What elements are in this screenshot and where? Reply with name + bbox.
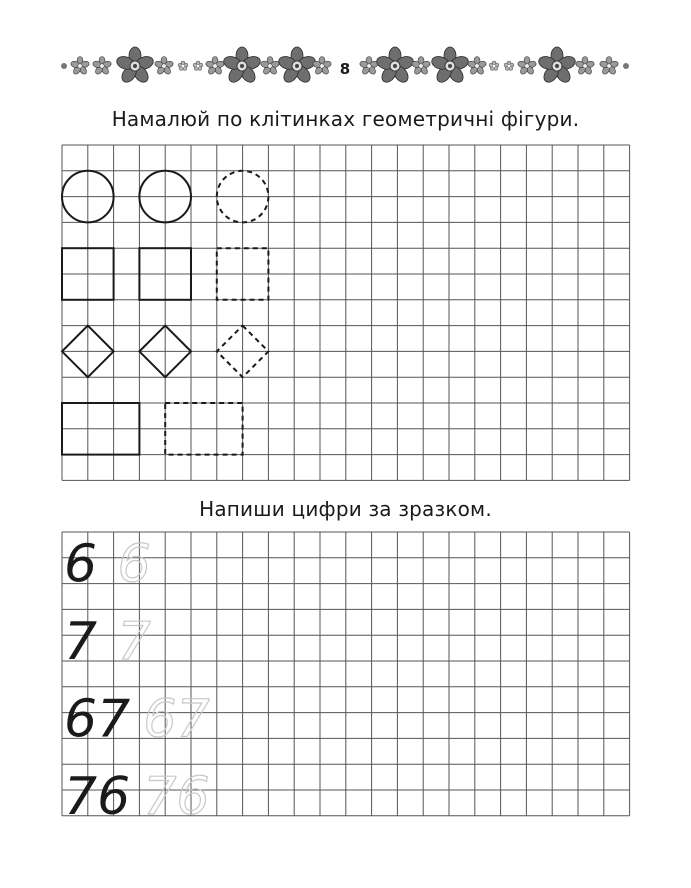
sample-digit: 6	[64, 534, 98, 595]
digits-instruction: Напиши цифри за зразком.	[199, 497, 492, 521]
trace-digit: 67	[143, 689, 210, 750]
sample-digit: 76	[64, 766, 131, 827]
sample-digit: 7	[64, 612, 98, 672]
page-number: 8	[339, 60, 351, 78]
trace-digit: 76	[143, 766, 210, 827]
trace-digit: 6	[117, 534, 151, 595]
trace-digit: 7	[117, 612, 151, 672]
sample-digit: 67	[64, 689, 131, 750]
shapes-instruction: Намалюй по клітинках геометричні фігури.	[111, 107, 580, 131]
